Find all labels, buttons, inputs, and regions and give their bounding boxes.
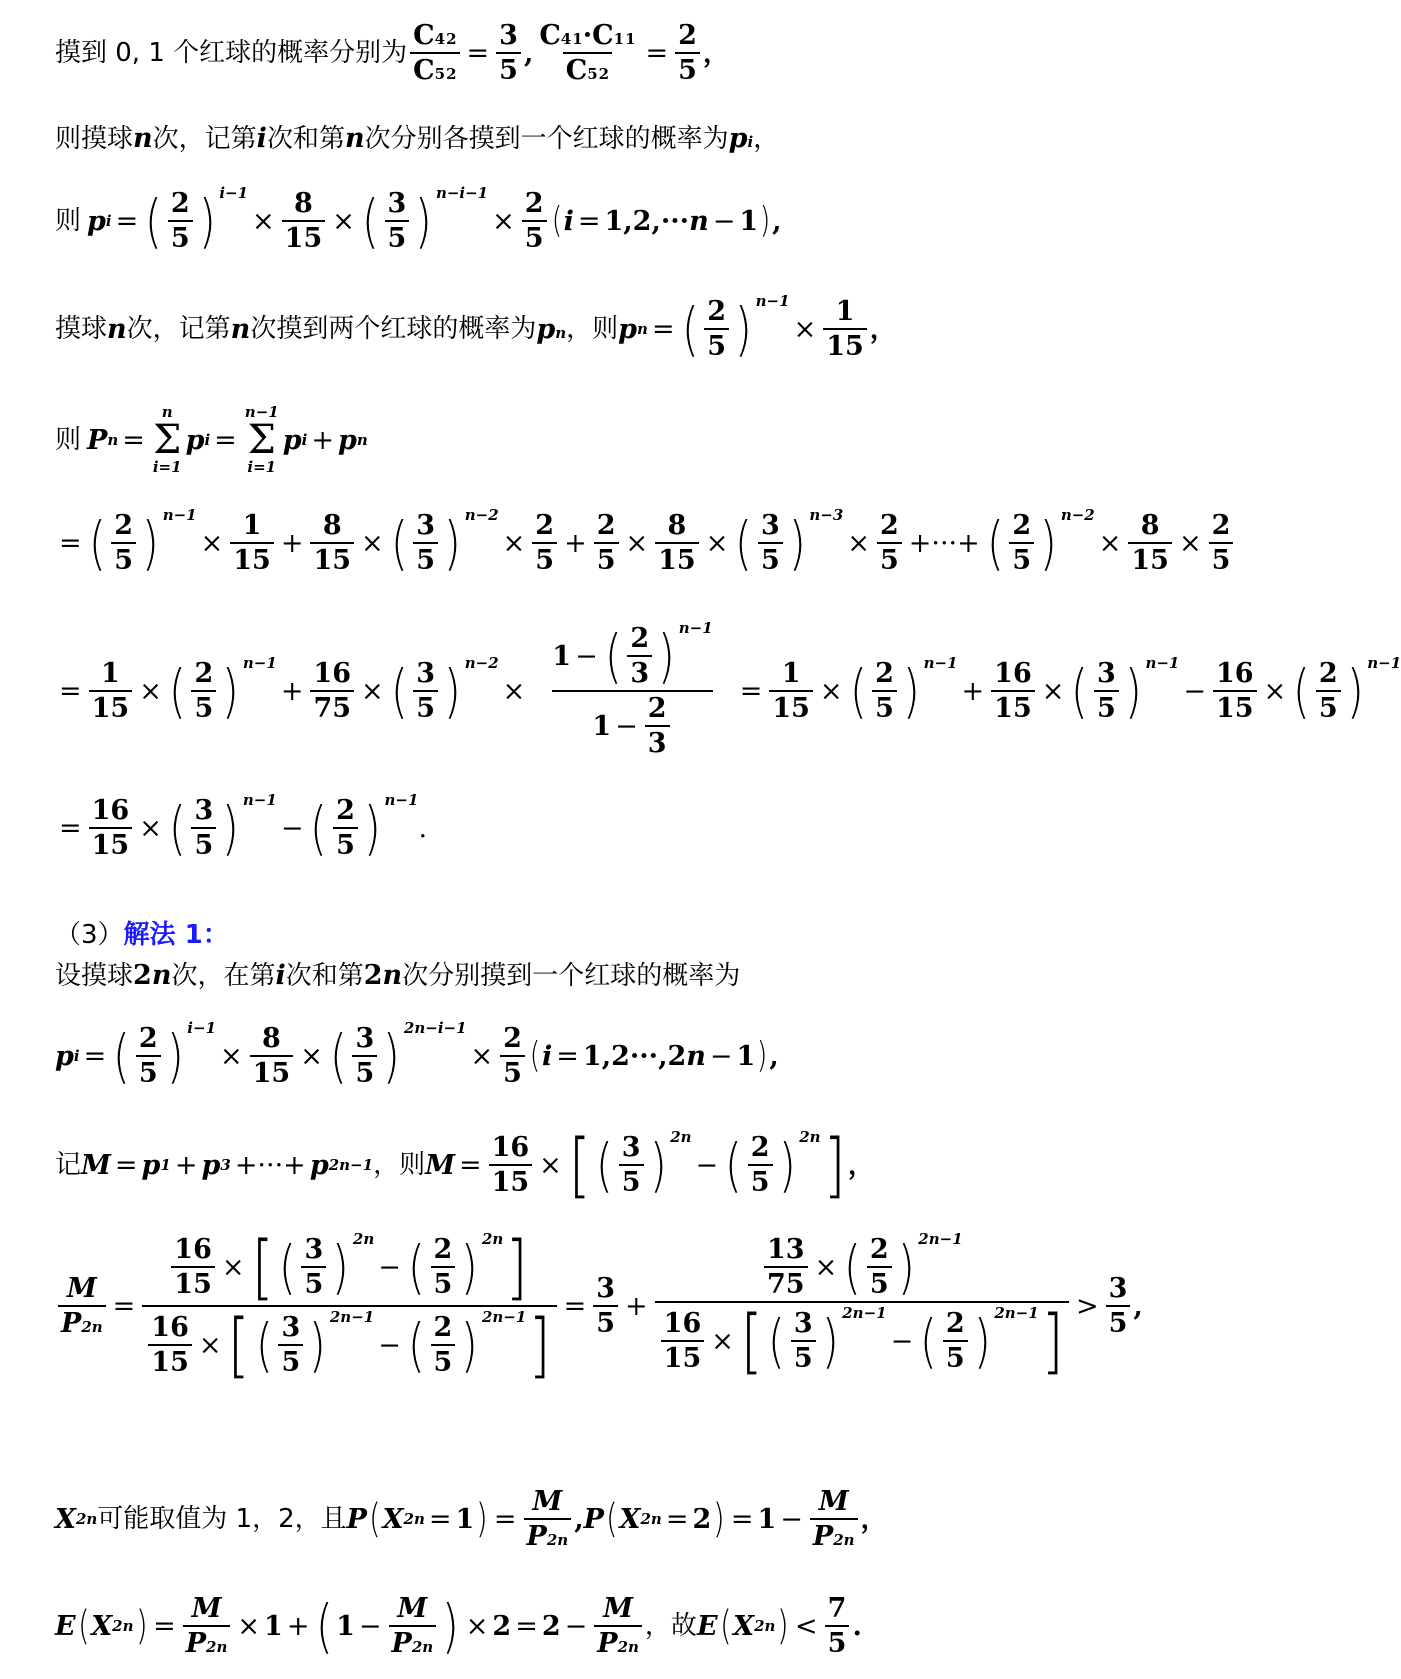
- line-8: = $\frac{16}{15}$ × ( $\frac{3}{5}$ ) n−1 − ( $\frac{2}{5}$ ) n−1 .: [59, 791, 428, 862]
- text-l2b: 次，记第: [152, 123, 257, 154]
- line-12: 设摸球 2n 次，在第 i 次和第 2n 次分别摸到一个红球的概率为: [55, 960, 741, 991]
- text-l4b: 次，记第: [126, 314, 231, 344]
- line-4: 摸球 n 次，记第 n 次摸到两个红球的概率为 pn ，则 p n = ( $\frac{2}{5}$ ) n−1 × $\frac{1}{15}$ ，: [55, 292, 897, 363]
- part3-label: （3）: [55, 920, 124, 950]
- text-l14a: 记: [55, 1150, 82, 1180]
- text-l4a: 摸球: [55, 314, 108, 344]
- line-7: = $\frac{1}{15}$ × ( $\frac{2}{5}$ ) n−1 + $\frac{16}{75}$ × ( $\frac{3}{5}$ ) n−2 × 1 − ( $\frac{2}{3}$ ) n−1 1 − $\frac{2}{3}$ = $\frac{1}{15}$ × ( $\frac{2}{5}$ ) n−1 + $\frac{16}{15}$ × ( $\frac{3}{5}$ ) n−1 − $\frac{16}{15}$ × ( $\frac{2}{5}$ ) n−1: [59, 619, 1401, 759]
- line-13: p i = ( $\frac{2}{5}$ ) i−1 × $\frac{8}{15}$ × ( $\frac{3}{5}$ ) 2n−i−1 × $\frac{2}{5}$ ( i = 1,2···,2 n − 1 ) ,: [55, 1019, 779, 1090]
- text-l3a: 则: [55, 206, 82, 236]
- line-17: E ( X 2n ) = $\frac{M}{P2n}$ × 1 + ( 1 − $\frac{M}{P2n}$ ) × 2 = 2 − $\frac{M}{P2n}$ ，故 E ( X 2n ) < $\frac{7}{5}$ .: [55, 1592, 862, 1660]
- line-3: [55, 184, 782, 255]
- text-l2d: 次分别各摸到一个红球的概率为: [364, 123, 729, 154]
- line-2: 则摸球 n 次，记第 i 次和第 n 次分别各摸到一个红球的概率为 pi ，: [55, 123, 780, 154]
- formula-l1: $\frac{C42}{C52}$ = $\frac{3}{5}$ , $\frac{C41\cdot C11}{C52}$ = $\frac{2}{5}$ ，: [407, 22, 730, 84]
- line-6: = ( $\frac{2}{5}$ ) n−1 × $\frac{1}{15}$ + $\frac{8}{15}$ × ( $\frac{3}{5}$ ) n−2 × $\frac{2}{5}$ + $\frac{2}{5}$ × $\frac{8}{15}$ × ( $\frac{3}{5}$ ) n−3 × $\frac{2}{5}$ +···+ ( $\frac{2}{5}$ ) n−2 × $\frac{8}{15}$ × $\frac{2}{5}$: [55, 512, 1236, 574]
- text-l4d: ，则: [566, 314, 619, 344]
- text-l5a: 则: [55, 425, 82, 455]
- line-5: 则 P n = n Σ i=1 p i = n−1 Σ i=1 p i + p n: [55, 403, 368, 476]
- text-l12d: 次分别摸到一个红球的概率为: [402, 960, 741, 991]
- line-14: 记 M = p 1 + p 3 +···+ p 2n−1 ，则 M = $\frac{16}{15}$ × [ ( $\frac{3}{5}$ ) 2n − ( $\frac{2}{5}$ ) 2n ] ，: [55, 1124, 875, 1206]
- text-l4c: 次摸到两个红球的概率为: [250, 314, 537, 344]
- line-15: $\frac{M}{P2n}$ = $\frac{16}{15}$ × [ ( $\frac{3}{5}$ ) 2n − ( $\frac{2}{5}$ ) 2n ] $\frac{16}{15}$ × [ ( $\frac{3}{5}$ ) 2n−1 − ( $\frac{2}{5}$ ) 2n−1 ] = $\frac{3}{5}$ + $\frac{13}{75}$ × ( $\frac{2}{5}$ ) 2n−1 $\frac{16}{15}$ × [ ( $\frac{3}{5}$ ) 2n−1 − ( $\frac{2}{5}$ ) 2n−1 ] > $\frac{3}{5}$ ,: [55, 1232, 1143, 1380]
- text-l12b: 次，在第: [171, 960, 276, 991]
- text-l2a: 则摸球: [55, 123, 134, 154]
- text-l14b: ，则: [373, 1150, 426, 1180]
- text-l17b: ，故: [644, 1611, 697, 1641]
- formula-l3: p i = ( $\frac{2}{5}$ ) i−1 × $\frac{8}{15}$ × ( $\frac{3}{5}$ ) n−i−1 × $\frac{2}{5}$ ( i = 1,2,··· n − 1 ) ,: [87, 184, 782, 255]
- text-l16b: 可能取值为 1，2，且: [97, 1504, 347, 1534]
- text-l12a: 设摸球: [55, 960, 134, 991]
- line-16: X 2n 可能取值为 1，2，且 P ( X 2n = 1 ) = $\frac{M}{P2n}$ , P ( X 2n = 2 ) = 1 − $\frac{M}{P2n}$ ，: [55, 1486, 888, 1552]
- text-l12c: 次和第: [285, 960, 364, 991]
- text-l2c: 次和第: [266, 123, 345, 154]
- part3-heading: [55, 922, 229, 948]
- text-l1: 摸到 0, 1 个红球的概率分别为: [55, 38, 408, 68]
- method-label: 解法 1：: [123, 920, 229, 950]
- line-1: [55, 22, 730, 84]
